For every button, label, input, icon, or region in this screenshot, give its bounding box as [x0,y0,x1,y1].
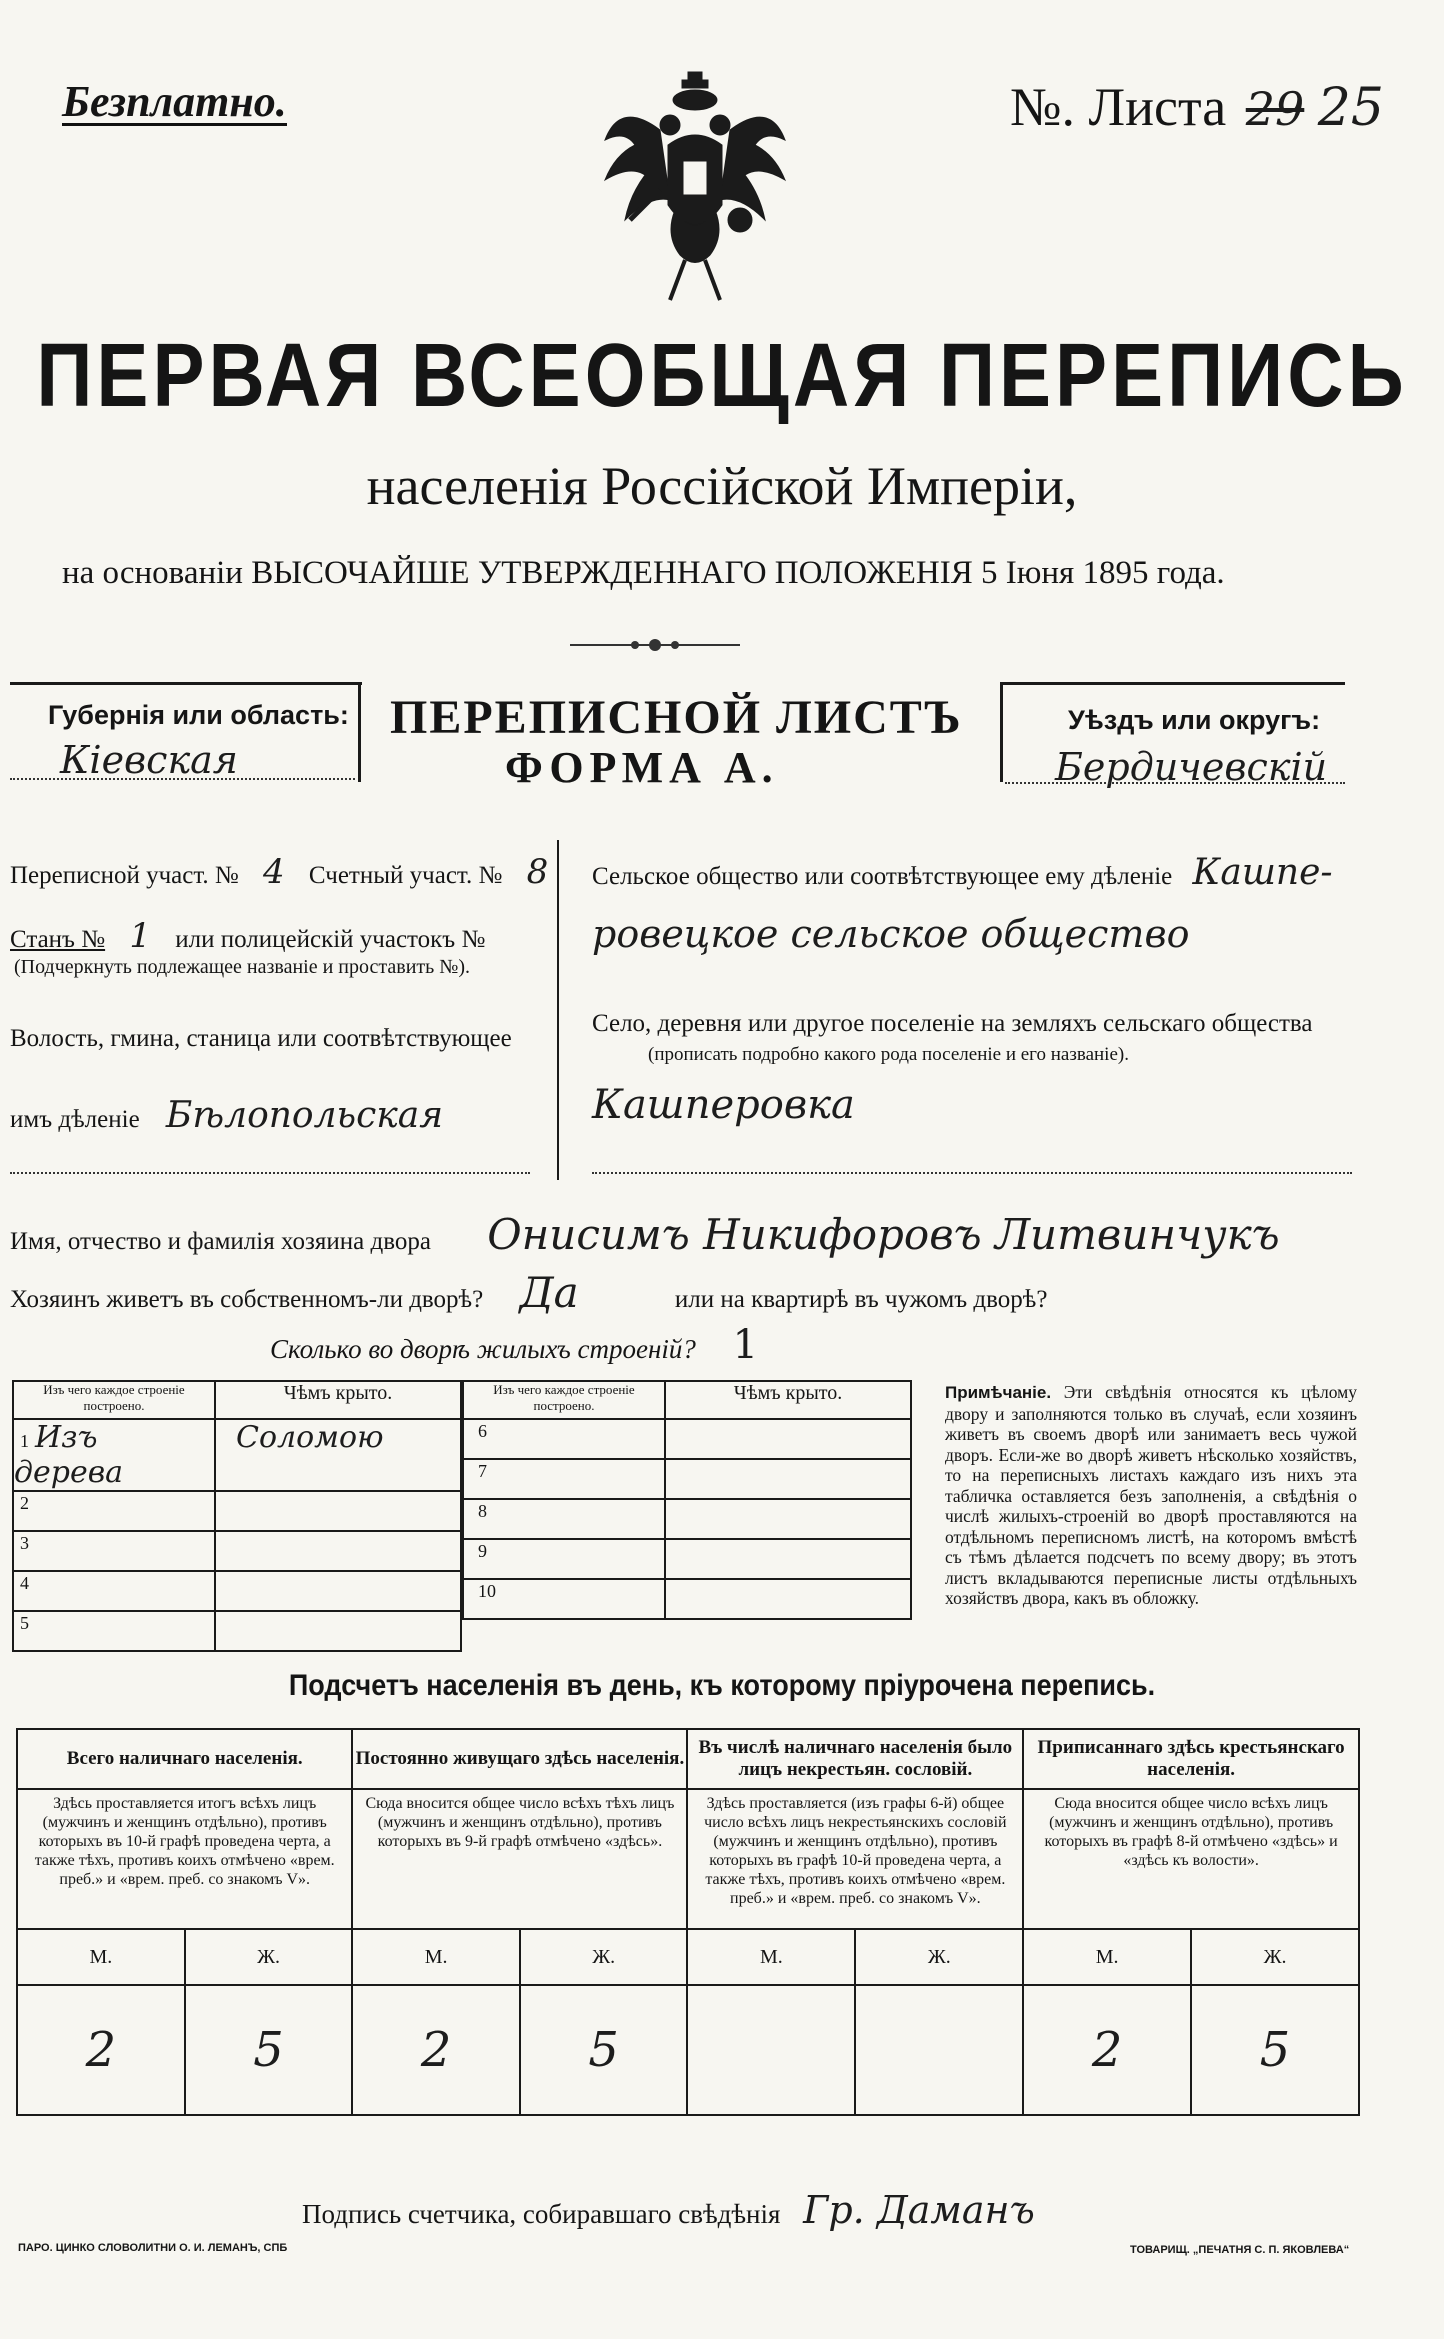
population-desc-row [17,1789,1359,1929]
owner-name-value: Онисимъ Никифоровъ Литвинчукъ [487,1210,1280,1259]
district-value: Бердичевскій [1055,745,1328,789]
pop-m-3: 2 [1023,1985,1191,2115]
buildings-table-left [12,1380,462,1652]
count-area-value: 8 [526,852,549,892]
buildings-note: Примѣчаніе. Эти свѣдѣнія относятся къ цѣлому двору и заполняются только въ случаѣ, если хозяинъ живетъ въ своемъ дворѣ или занимаетъ весь чужой дворъ. Если-же во дворѣ живетъ нѣсколько хозяйствъ, то на переписныхъ листахъ каждаго изъ нихъ эта табличка оставляется безъ заполненія, а свѣдѣнія о числѣ жилыхъ-строеній во дворѣ проставляются на отдѣльномъ переписномъ листѣ, на которомъ вмѣстѣ съ тѣмъ дѣлается подсчетъ по всему двору; въ этотъ листъ вкладываются переписные листы отдѣльныхъ хозяйствъ двора, какъ въ обложку. [945,1382,1358,1608]
col-roof-2: Чѣмъ крыто. [665,1381,911,1419]
table-row: 4 [13,1571,461,1611]
pop-f-1: 5 [520,1985,688,2115]
pop-f-2 [855,1985,1023,2115]
society-row: Сельское общество или соотвѣтствующее ему дѣленіе Кашпе- [592,852,1333,893]
pop-head-0: Всего наличнаго населенія. [17,1729,352,1789]
own-yard-row: Хозяинъ живетъ въ собственномъ-ли дворѣ? Да или на квартирѣ въ чужомъ дворѣ? [10,1268,1048,1317]
volost-label: Волость, гмина, станица или соотвѣтствующее [10,1025,512,1052]
pop-head-3: Приписаннаго здѣсь крестьянскаго населенія. [1023,1729,1359,1789]
table-row: 1 Изъ дерева Соломою [13,1419,461,1491]
main-title: ПЕРВАЯ ВСЕОБЩАЯ ПЕРЕПИСЬ [36,324,1408,426]
subtitle: населенія Россійской Имперіи, [366,456,1078,516]
printer-right: ТОВАРИЩ. „ПЕЧАТНЯ С. П. ЯКОВЛЕВА“ [1130,2244,1350,2256]
signature-row [302,2188,1035,2232]
sheet-number-area [1010,76,1384,138]
table-row: 7 [463,1459,911,1499]
volost-row: имъ дѣленіе Бѣлопольская [10,1095,444,1136]
district-label: Уѣздъ или округъ: [1068,705,1321,735]
population-title: Подсчетъ населенія въ день, къ которому пріурочена перепись. [288,1668,1156,1702]
volost-value: Бѣлопольская [165,1095,444,1136]
pop-f-3: 5 [1191,1985,1359,2115]
sheet-label: №. Листа [1010,77,1227,137]
signature-label: Подпись счетчика, собиравшаго свѣдѣнія [302,2199,781,2229]
buildings-table-right [462,1380,912,1620]
ornament-divider-icon [570,635,740,655]
population-values-row [17,1985,1359,2115]
sheet-number-struck: 29 [1245,82,1305,136]
pop-m-2 [687,1985,855,2115]
col-material-2: Изъ чего каждое строеніе построено. [463,1381,665,1419]
population-mf-row: М. Ж. М. Ж. М. Ж. М. Ж. [17,1929,1359,1985]
underline-note: (Подчеркнуть подлежащее названіе и проставить №). [14,956,470,978]
village-note: (прописать подробно какого рода поселеніе и его названіе). [648,1044,1129,1065]
table-row: 3 [13,1531,461,1571]
table-row: 6 [463,1419,911,1459]
table-row: 10 [463,1579,911,1619]
col-material: Изъ чего каждое строеніе построено. [13,1381,215,1419]
printer-left: ПАРО. ЦИНКО СЛОВОЛИТНИ О. И. ЛЕМАНЪ, СПБ [18,2242,288,2254]
table-row: 9 [463,1539,911,1579]
sheet-number: 25 [1317,78,1384,138]
pop-desc-1: Сюда вносится общее число всѣхъ тѣхъ лицъ (мужчинъ и женщинъ отдѣльно), противъ которыхъ въ 9-й графѣ отмѣчено «здѣсь». [352,1789,687,1929]
eagle-emblem-icon [590,70,800,310]
signature-value: Гр. Даманъ [803,2188,1035,2232]
buildings-value: 1 [732,1322,759,1368]
population-table [16,1728,1360,2116]
province-label: Губернія или область: [48,700,349,730]
table-row: 5 [13,1611,461,1651]
col-roof: Чѣмъ крыто. [215,1381,461,1419]
society-value-1: Кашпе- [1192,852,1333,893]
province-value: Кіевская [60,738,238,782]
pop-head-2: Въ числѣ наличнаго населенія было лицъ некрестьян. сословій. [687,1729,1023,1789]
buildings-row: Сколько во дворѣ жилыхъ строеній? 1 [270,1322,759,1368]
form-title: ПЕРЕПИСНОЙ ЛИСТЪ [390,691,963,744]
pop-head-1: Постоянно живущаго здѣсь населенія. [352,1729,687,1789]
stan-value: 1 [129,916,151,956]
pop-m-1: 2 [352,1985,520,2115]
form-subtitle: ФОРМА А. [505,743,779,792]
own-yard-value: Да [519,1268,579,1317]
pop-f-0: 5 [185,1985,353,2115]
pop-desc-3: Сюда вносится общее число всѣхъ лицъ (мужчинъ и женщинъ отдѣльно), противъ которыхъ въ графѣ 8-й отмѣчено «здѣсь» и «здѣсь къ волости». [1023,1789,1359,1929]
table-row: 8 [463,1499,911,1539]
village-label: Село, деревня или другое поселеніе на земляхъ сельскаго общества [592,1010,1313,1037]
village-value: Кашперовка [592,1082,855,1128]
table-row: 2 [13,1491,461,1531]
stan-row: Станъ № 1 или полицейскій участокъ № [10,916,486,956]
population-head-row [17,1729,1359,1789]
society-value-2: ровецкое сельское общество [592,912,1190,956]
census-area-row: Переписной участ. № 4 Счетный участ. № 8 [10,852,566,892]
pop-desc-0: Здѣсь проставляется итогъ всѣхъ лицъ (мужчинъ и женщинъ отдѣльно), противъ которыхъ въ 10-й графѣ проведена черта, а также тѣхъ, противъ коихъ отмѣчено «врем. преб.» и «врем. преб. со знакомъ V». [17,1789,352,1929]
owner-name-row: Имя, отчество и фамилія хозяина двора Онисимъ Никифоровъ Литвинчукъ [10,1210,1280,1259]
free-label: Безплатно. [62,77,287,126]
pop-m-0: 2 [17,1985,185,2115]
basis-line: на основаніи ВЫСОЧАЙШЕ УТВЕРЖДЕННАГО ПОЛОЖЕНІЯ 5 Іюня 1895 года. [62,555,1225,591]
pop-desc-2: Здѣсь проставляется (изъ графы 6-й) общее число всѣхъ лицъ некрестьянскихъ сословій (мужчинъ и женщинъ отдѣльно), противъ которыхъ въ графѣ 10-й проведена черта, а также тѣхъ, противъ коихъ отмѣчено «врем. преб.» и «врем. преб. со знакомъ V». [687,1789,1023,1929]
census-area-value: 4 [263,852,285,892]
